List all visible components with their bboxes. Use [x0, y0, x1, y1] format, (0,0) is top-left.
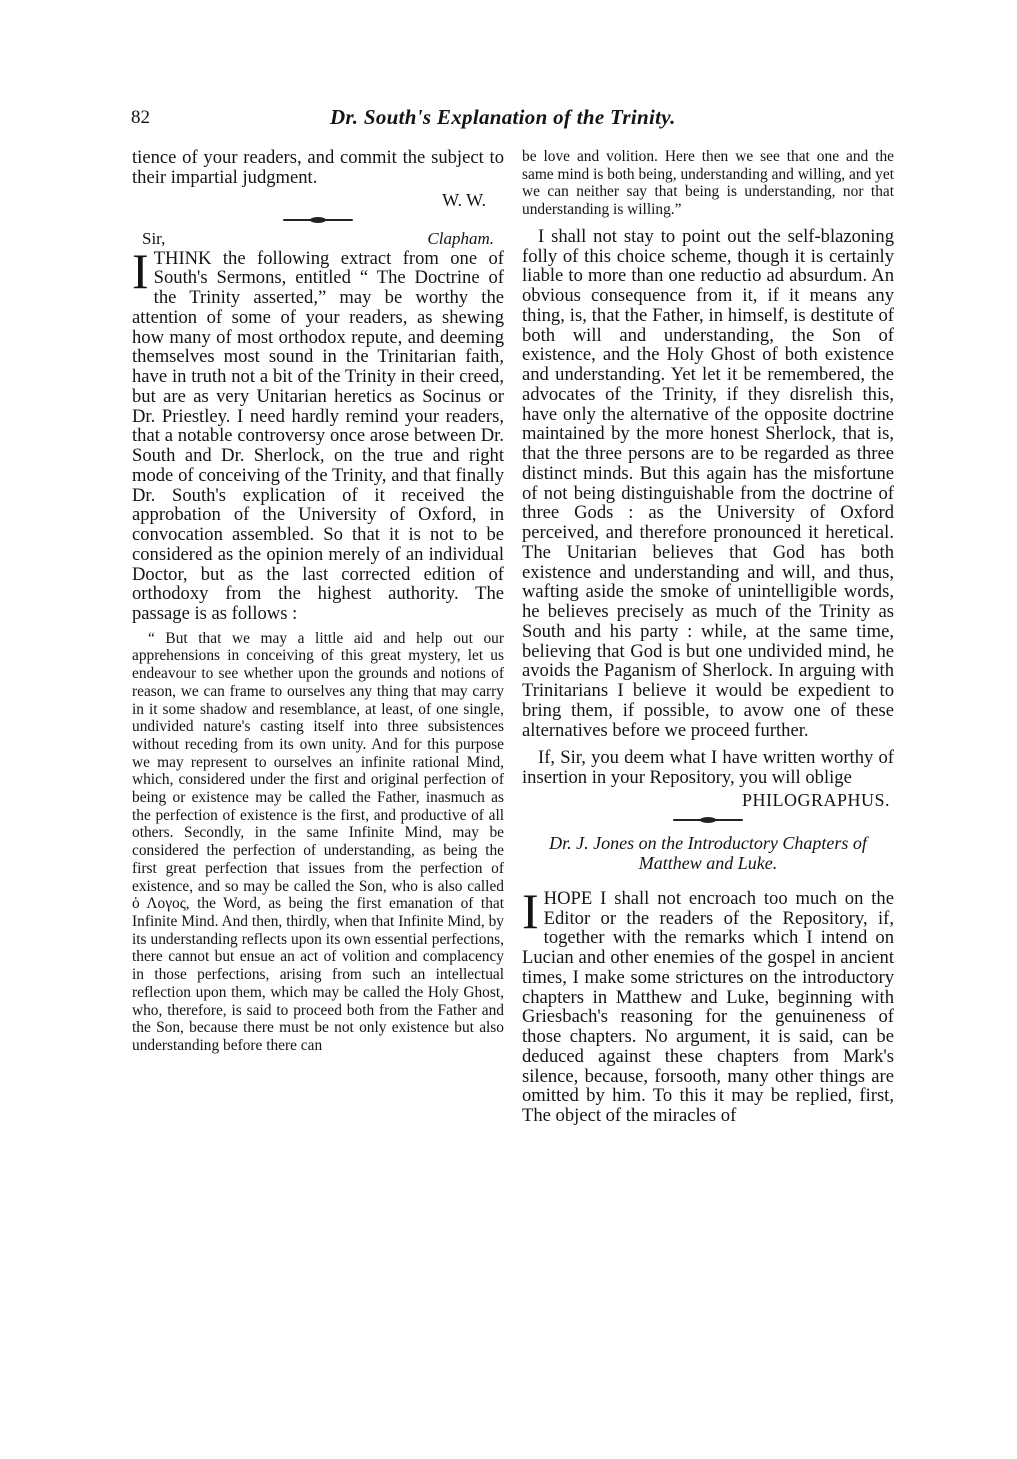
article-body	[522, 882, 894, 1127]
quotation-end: be love and volition. Here then we see that one and the same mind is both being, understanding and willing, and yet we can neither say that being is understanding, nor that understanding is willing.”	[522, 148, 894, 219]
south-quotation: “ But that we may a little aid and help out our apprehensions in conceiving of this great mystery, let us endeavour to see whether upon the grounds and notions of reason, we can frame to ourselves any thing that may carry in it some shadow and resemblance, at least, of one single, undivided nature's casting itself into three subsistences without receding from its own unity. And for this purpose we may represent to ourselves an infinite rational Mind, which, considered under the first and original perfection of being or existence may be called the Father, inasmuch as the perfection of existence is the first, and productive of all others. Secondly, in the same Infinite Mind, may be considered the perfection of understanding, as being the first great perfection that issues from the perfection of existence, and so may be called the Son, who is also called ὁ Λογος, the Word, as being the first emanation of that Infinite Mind. And then, thirdly, when that Infinite Mind, by its understanding reflects upon its own essential perfections, there cannot but ensue an act of volition and complacency in those perfections, arising from such an intellectual reflection upon them, which may be called the Holy Ghost, who, therefore, is said to proceed both from the Father and the Son, because there must be not only existence but also understanding before there can	[132, 629, 504, 1054]
letter-body	[132, 242, 504, 624]
letter-main-paragraph: THINK the following extract from one of South's Sermons, entitled “ The Doctrine of the Trinity asserted,” may be worthy the attention of some of your readers, as shewing how many of most orthodox repute, and deeming themselves most sound in the Trinitarian faith, have in truth not a bit of the Trinity in their creed, but are as very Unitarian heretics as Socinus or Dr. Priestley. I need hardly remind your readers, that a notable controversy once arose between Dr. South and Dr. Sherlock, on the true and right mode of conceiving of the Trinity, and that finally Dr. South's explication of it received the approbation of the University of Oxford, in convocation assembled. So that it is not to be considered as the opinion merely of an individual Doctor, but as the last corrected edition of orthodoxy from the highest authority. The passage is as follows :	[132, 247, 504, 624]
page-number: 82	[131, 107, 150, 128]
commentary-paragraph: I shall not stay to point out the self-blazoning folly of this choice scheme, though it is certainly liable to more than one reductio ad absurdum. An obvious consequence from it, if it means any thing, is, that the Father, in himself, is destitute of both will and understanding, the Son of existence, and the Holy Ghost of both existence and understanding. Yet let it be remembered, the advocates of the Trinity, if they disrelish this, have only the alternative of the opposite doctrine maintained by the more honest Sherlock, that is, that the three persons are to be regarded as three distinct minds. But this again has the misfortune of not being distinguishable from the doctrine of three Gods : as the University of Oxford perceived, and therefore pronounced it heretical. The Unitarian believes that God has both existence and understanding and will, and thus, wafting aside the smoke of unintelligible words, he believes precisely as much of the Trinity as South and his party : while, at the same time, believing that God is but one undivided mind, he avoids the Paganism of Sherlock. In arguing with Trinitarians I believe it would be expedient to bring them, if possible, to avow one of these alternatives before we proceed further.	[522, 225, 894, 741]
article-divider	[522, 813, 894, 827]
article-first-paragraph: HOPE I shall not encroach too much on the Editor or the readers of the Repository, if, together with the remarks which I intend on Lucian and other enemies of the gospel in ancient times, I make some strictures on the introductory chapters in Matthew and Luke, beginning with Griesbach's reasoning for the genuineness of those chapters. No argument, it is said, can be deduced against these chapters from Mark's silence, because, forsooth, many other things are omitted by him. To this it may be replied, first, The object of the miracles of	[522, 887, 894, 1127]
running-title: Dr. South's Explanation of the Trinity.	[330, 105, 676, 129]
left-column	[132, 148, 504, 1055]
letter-signature-ww: W. W.	[442, 189, 486, 210]
letter-signature-philographus: PHILOGRAPHUS.	[741, 789, 890, 810]
section-divider	[132, 213, 504, 227]
article-title: Dr. J. Jones on the Introductory Chapters of Matthew and Luke.	[549, 832, 867, 873]
letter-salutation	[132, 229, 504, 249]
closing-paragraph: If, Sir, you deem what I have written worthy of insertion in your Repository, you will oblige	[522, 747, 894, 789]
letter-place: Clapham.	[427, 228, 494, 248]
drop-cap: I	[132, 242, 149, 299]
continuation-text: tience of your readers, and commit the subject to their impartial judgment.	[132, 147, 504, 188]
article-drop-cap: I	[522, 882, 539, 939]
salutation-text: Sir,	[142, 228, 166, 248]
right-column	[522, 148, 894, 1126]
